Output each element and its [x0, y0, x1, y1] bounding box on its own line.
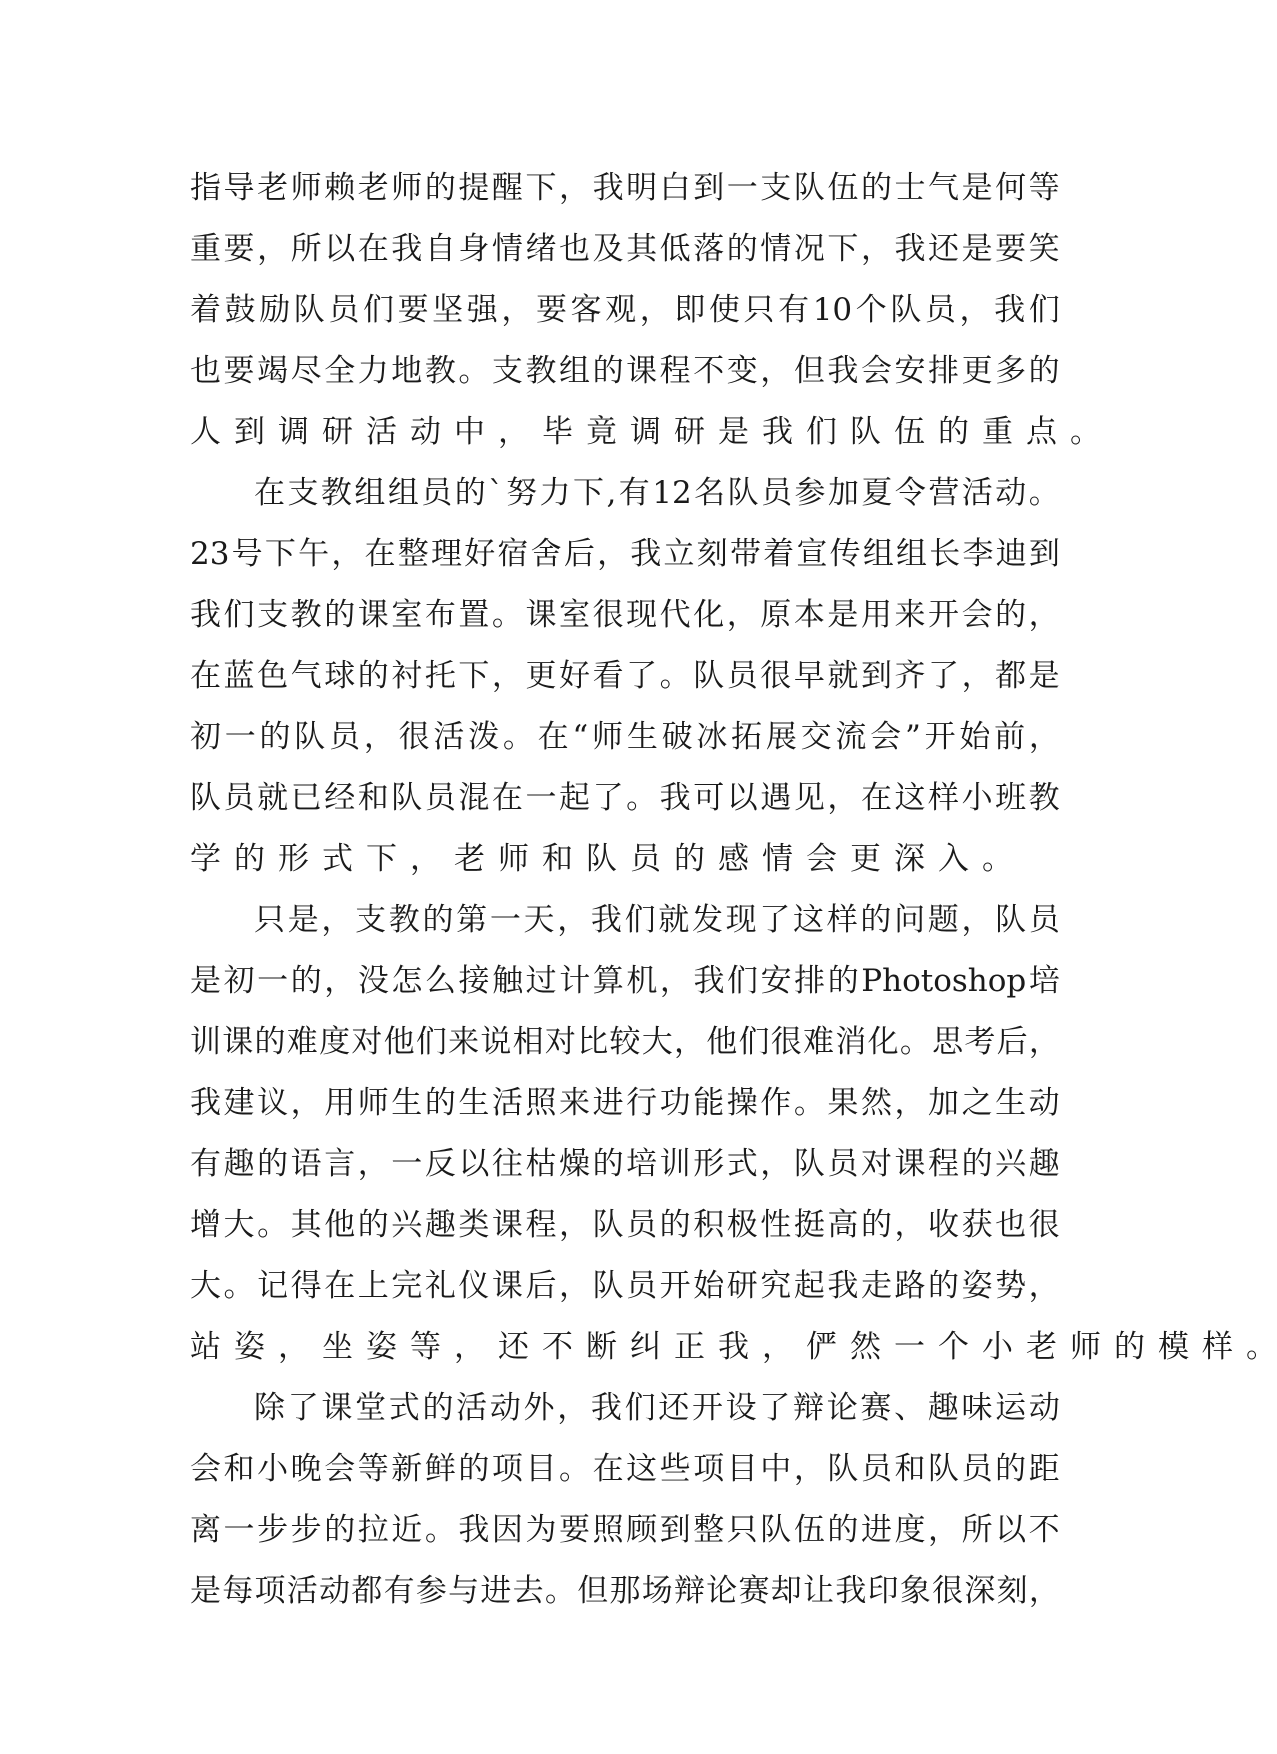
text-line: 站 姿 ， 坐 姿 等 ， 还 不 断 纠 正 我 ， 俨 然 一 个 小 老 师 的 模 样 。: [190, 1329, 1277, 1365]
text-line: 人 到 调 研 活 动 中 ， 毕 竟 调 研 是 我 们 队 伍 的 重 点 。: [190, 414, 1101, 450]
text-line: 是 每 项 活 动 都 有 参 与 进 去 。 但 那 场 辩 论 赛 却 让 我 印 象 很 深 刻 ，: [190, 1573, 1060, 1609]
text-line: 也 要 竭 尽 全 力 地 教 。 支 教 组 的 课 程 不 变 ， 但 我 会 安 排 更 多 的: [190, 353, 1060, 389]
text-line: 我 们 支 教 的 课 室 布 置 。 课 室 很 现 代 化 ， 原 本 是 用 来 开 会 的 ，: [190, 597, 1060, 633]
text-line: 只 是 ， 支 教 的 第 一 天 ， 我 们 就 发 现 了 这 样 的 问 题 ， 队 员: [254, 902, 1060, 938]
text-line: 在 支 教 组 组 员 的 ` 努 力 下 , 有 12 名 队 员 参 加 夏 令 营 活 动 。: [254, 475, 1060, 511]
text-line: 初 一 的 队 员 ， 很 活 泼 。 在 “ 师 生 破 冰 拓 展 交 流 会 ” 开 始 前 ，: [190, 719, 1060, 755]
text-line: 23 号 下 午 ， 在 整 理 好 宿 舍 后 ， 我 立 刻 带 着 宣 传 组 组 长 李 迪 到: [190, 536, 1060, 572]
text-line: 队 员 就 已 经 和 队 员 混 在 一 起 了 。 我 可 以 遇 见 ， 在 这 样 小 班 教: [190, 780, 1060, 816]
document-body: [190, 158, 1277, 1622]
text-line: 大 。 记 得 在 上 完 礼 仪 课 后 ， 队 员 开 始 研 究 起 我 走 路 的 姿 势 ，: [190, 1268, 1060, 1304]
text-line: 除 了 课 堂 式 的 活 动 外 ， 我 们 还 开 设 了 辩 论 赛 、 趣 味 运 动: [254, 1390, 1060, 1426]
text-line: 训 课 的 难 度 对 他 们 来 说 相 对 比 较 大 ， 他 们 很 难 消 化 。 思 考 后 ，: [190, 1024, 1060, 1060]
text-line: 会 和 小 晚 会 等 新 鲜 的 项 目 。 在 这 些 项 目 中 ， 队 员 和 队 员 的 距: [190, 1451, 1060, 1487]
text-line: 我 建 议 ， 用 师 生 的 生 活 照 来 进 行 功 能 操 作 。 果 然 ， 加 之 生 动: [190, 1085, 1060, 1121]
text-line: 离 一 步 步 的 拉 近 。 我 因 为 要 照 顾 到 整 只 队 伍 的 进 度 ， 所 以 不: [190, 1512, 1060, 1548]
text-line: 学 的 形 式 下 ， 老 师 和 队 员 的 感 情 会 更 深 入 。: [190, 841, 1013, 877]
text-line: 重 要 ， 所 以 在 我 自 身 情 绪 也 及 其 低 落 的 情 况 下 ， 我 还 是 要 笑: [190, 231, 1060, 267]
text-line: 增 大 。 其 他 的 兴 趣 类 课 程 ， 队 员 的 积 极 性 挺 高 的 ， 收 获 也 很: [190, 1207, 1060, 1243]
text-line: 着 鼓 励 队 员 们 要 坚 强 ， 要 客 观 ， 即 使 只 有 10 个 队 员 ， 我 们: [190, 292, 1060, 328]
text-line: 指 导 老 师 赖 老 师 的 提 醒 下 ， 我 明 白 到 一 支 队 伍 的 士 气 是 何 等: [190, 170, 1060, 206]
text-line: 是 初 一 的 ， 没 怎 么 接 触 过 计 算 机 ， 我 们 安 排 的 Photoshop 培: [190, 963, 1060, 999]
text-line: 有 趣 的 语 言 ， 一 反 以 往 枯 燥 的 培 训 形 式 ， 队 员 对 课 程 的 兴 趣: [190, 1146, 1060, 1182]
text-line: 在 蓝 色 气 球 的 衬 托 下 ， 更 好 看 了 。 队 员 很 早 就 到 齐 了 ， 都 是: [190, 658, 1060, 694]
